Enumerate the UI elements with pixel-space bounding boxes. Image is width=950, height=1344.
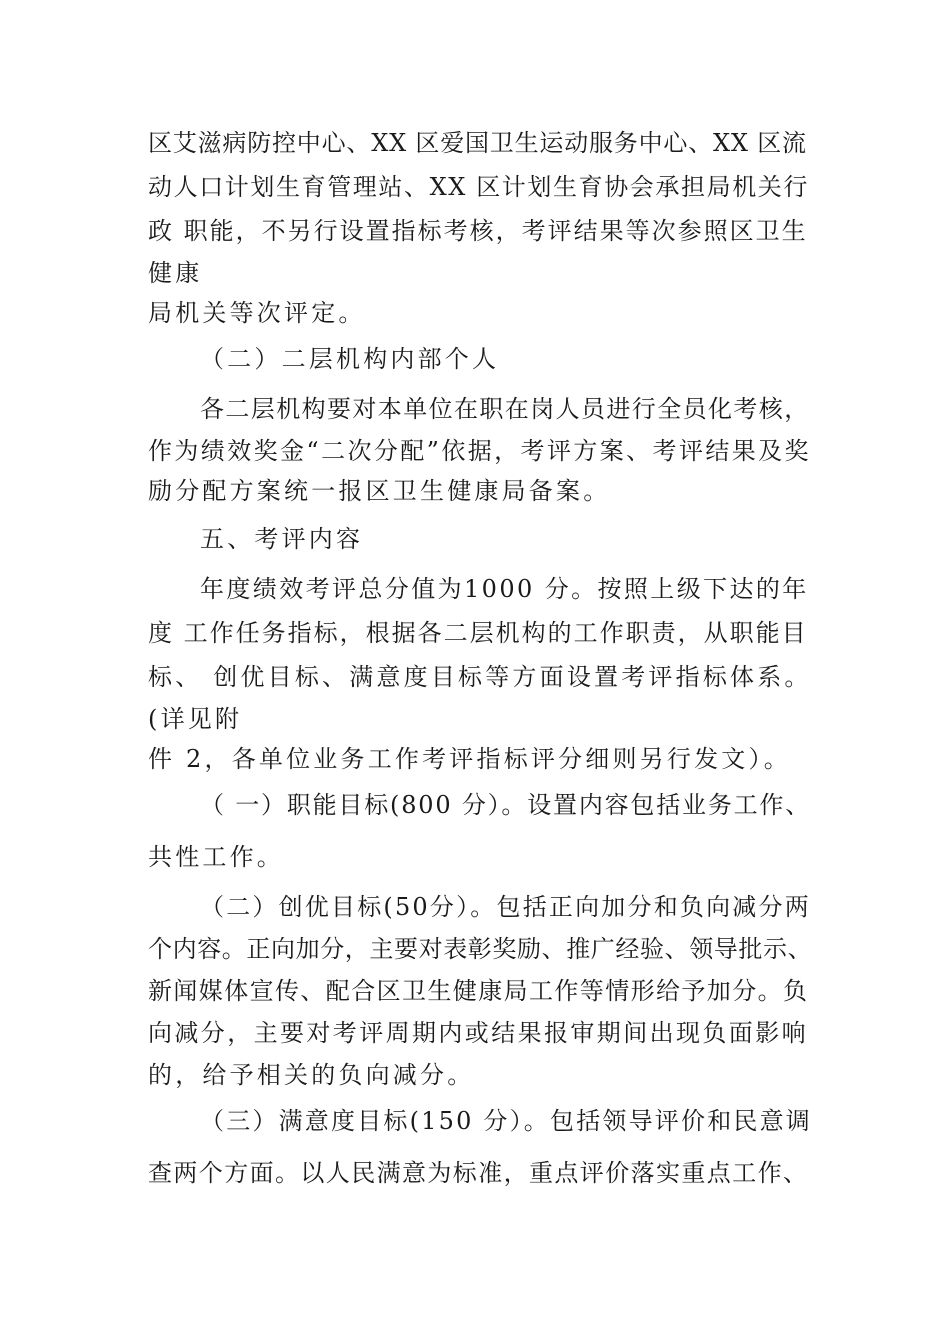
- paragraph-line: 健康: [148, 259, 203, 287]
- paragraph-line: 的，给予相关的负向减分。: [148, 1061, 475, 1089]
- paragraph-line: 局机关等次评定。: [148, 299, 366, 327]
- paragraph-line: 作为绩效奖金“二次分配”依据，考评方案、考评结果及奖: [148, 437, 811, 465]
- paragraph-line: （二）创优目标(50分）。包括正向加分和负向减分两: [200, 893, 811, 921]
- paragraph-line: 区艾滋病防控中心、XX 区爱国卫生运动服务中心、XX 区流: [148, 129, 807, 157]
- paragraph-line: 励分配方案统一报区卫生健康局备案。: [148, 477, 611, 505]
- section-heading: 五、考评内容: [200, 525, 364, 553]
- paragraph-line: 共性工作。: [148, 843, 284, 871]
- paragraph-line: （三）满意度目标(150 分）。包括领导评价和民意调: [200, 1107, 812, 1135]
- paragraph-line: 新闻媒体宣传、配合区卫生健康局工作等情形给予加分。负: [148, 977, 809, 1005]
- paragraph-line: 各二层机构要对本单位在职在岗人员进行全员化考核，: [200, 395, 810, 423]
- paragraph-line: 查两个方面。以人民满意为标准，重点评价落实重点工作、: [148, 1159, 809, 1187]
- paragraph-line: 政 职能，不另行设置指标考核，考评结果等次参照区卫生: [148, 217, 808, 245]
- paragraph-line: 向减分，主要对考评周期内或结果报审期间出现负面影响: [148, 1019, 808, 1047]
- paragraph-line: 件 2，各单位业务工作考评指标评分细则另行发文）。: [148, 745, 791, 773]
- paragraph-line: （ 一）职能目标(800 分）。设置内容包括业务工作、: [200, 791, 812, 819]
- paragraph-line: 标、 创优目标、满意度目标等方面设置考评指标体系。: [148, 663, 812, 691]
- paragraph-line: 年度绩效考评总分值为1000 分。按照上级下达的年: [200, 575, 809, 603]
- paragraph-line: (详见附: [148, 705, 243, 733]
- paragraph-line: 动人口计划生育管理站、XX 区计划生育协会承担局机关行: [148, 173, 809, 201]
- paragraph-line: 个内容。正向加分，主要对表彰奖励、推广经验、领导批示、: [148, 935, 813, 963]
- paragraph-line: 度 工作任务指标，根据各二层机构的工作职责，从职能目: [148, 619, 808, 647]
- section-heading: （二）二层机构内部个人: [200, 345, 500, 373]
